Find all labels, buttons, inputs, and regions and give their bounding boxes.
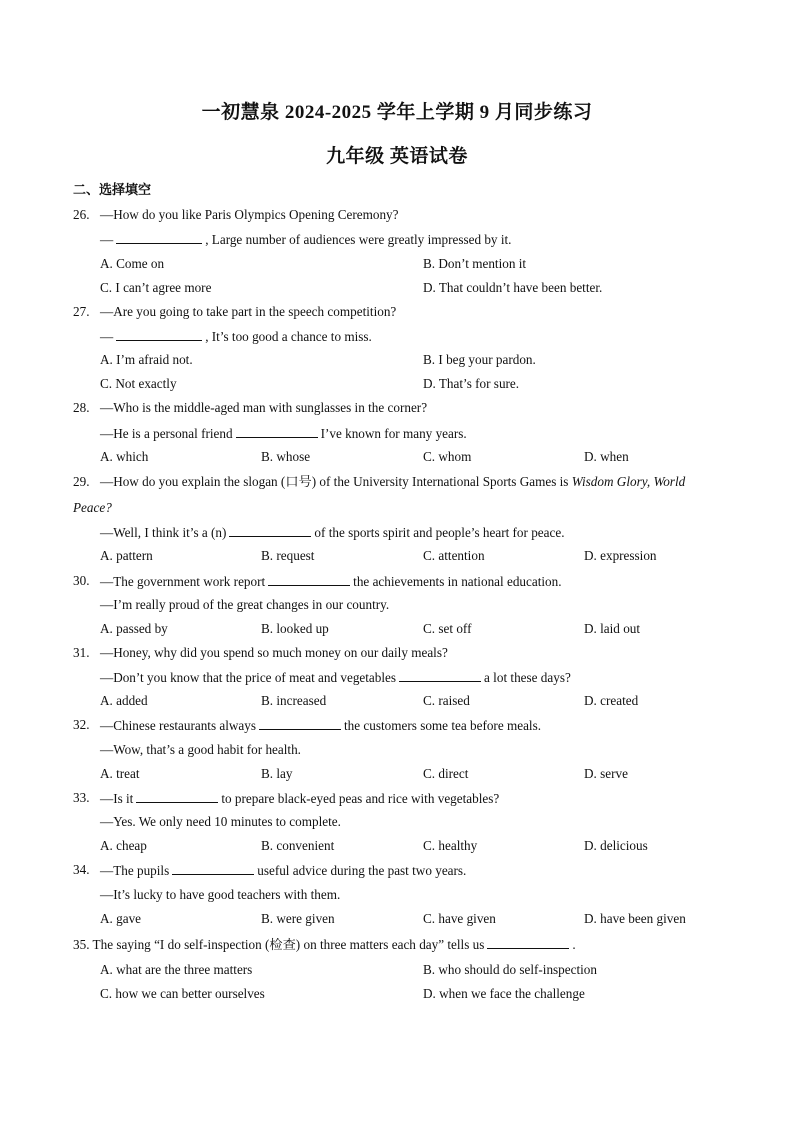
question-line: —It’s lucky to have good teachers with them. [100,887,341,902]
answer-blank [399,668,481,682]
option-d: D. created [584,693,639,708]
option-d: D. when we face the challenge [423,986,585,1001]
option-c: C. I can’t agree more [100,280,212,295]
question-line: —Wow, that’s a good habit for health. [100,742,301,757]
option-c: C. direct [423,766,469,781]
question-line: —Who is the middle-aged man with sunglasses in the corner? [100,400,428,415]
question-number: 32. [73,717,90,732]
question-number: 33. [73,790,90,805]
option-b: B. lay [261,766,293,781]
page-subtitle: 九年级 英语试卷 [326,146,468,167]
question-number: 27. [73,304,90,319]
option-b: B. convenient [261,838,335,853]
question-line: — , Large number of audiences were greatly impressed by it. [100,232,512,247]
question-number: 26. [73,207,90,222]
option-c: C. how we can better ourselves [100,986,265,1001]
option-d: D. That’s for sure. [423,376,520,391]
question-line: — , It’s too good a chance to miss. [100,329,372,344]
section-heading: 二、选择填空 [73,183,152,198]
question-line: 35. The saying “I do self-inspection (检查) on three matters each day” tells us . [73,937,576,952]
option-a: A. treat [100,766,140,781]
option-a: A. pattern [100,548,153,563]
answer-blank [259,716,341,730]
question-line-cont: Peace? [73,500,112,515]
option-d: D. have been given [584,911,686,926]
question-line: —The government work report the achievements in national education. [100,574,562,589]
option-a: A. passed by [100,621,168,636]
option-a: A. gave [100,911,142,926]
option-c: C. set off [423,621,472,636]
question-line: —I’m really proud of the great changes in our country. [100,597,390,612]
answer-blank [229,523,311,537]
option-c: C. attention [423,548,485,563]
question-line: —Is it to prepare black-eyed peas and rice with vegetables? [100,791,500,806]
question-line: —Well, I think it’s a (n) of the sports spirit and people’s heart for peace. [100,525,565,540]
question-number: 30. [73,573,90,588]
question-number: 28. [73,400,90,415]
answer-blank [172,861,254,875]
option-a: A. what are the three matters [100,962,253,977]
option-b: B. who should do self-inspection [423,962,597,977]
question-line: —Honey, why did you spend so much money on our daily meals? [100,645,448,660]
question-number: 29. [73,474,90,489]
option-b: B. Don’t mention it [423,256,527,271]
option-d: D. delicious [584,838,648,853]
option-c: C. have given [423,911,496,926]
option-a: A. which [100,449,149,464]
question-line: —The pupils useful advice during the past two years. [100,863,467,878]
option-b: B. request [261,548,315,563]
option-a: A. Come on [100,256,165,271]
option-a: A. cheap [100,838,147,853]
option-d: D. laid out [584,621,641,636]
option-a: A. added [100,693,148,708]
option-b: B. looked up [261,621,329,636]
option-d: D. That couldn’t have been better. [423,280,603,295]
option-c: C. Not exactly [100,376,177,391]
page-title: 一初慧泉 2024-2025 学年上学期 9 月同步练习 [201,102,593,123]
question-line: —Are you going to take part in the speech competition? [100,304,397,319]
answer-blank [487,935,569,949]
option-b: B. whose [261,449,311,464]
option-c: C. raised [423,693,470,708]
option-c: C. whom [423,449,472,464]
option-c: C. healthy [423,838,478,853]
option-a: A. I’m afraid not. [100,352,193,367]
option-d: D. when [584,449,629,464]
question-line: —How do you like Paris Olympics Opening Ceremony? [100,207,399,222]
question-line: —How do you explain the slogan (口号) of the University International Sports Games is Wisdom Glory, World [100,474,686,489]
answer-blank [268,572,350,586]
option-b: B. I beg your pardon. [423,352,536,367]
question-line: —Chinese restaurants always the customers some tea before meals. [100,718,542,733]
answer-blank [236,424,318,438]
option-d: D. serve [584,766,628,781]
option-b: B. increased [261,693,327,708]
option-d: D. expression [584,548,657,563]
question-number: 34. [73,862,90,877]
option-b: B. were given [261,911,335,926]
question-line: —He is a personal friend I’ve known for many years. [100,426,467,441]
question-line: —Don’t you know that the price of meat and vegetables a lot these days? [100,670,571,685]
question-line: —Yes. We only need 10 minutes to complete. [100,814,341,829]
answer-blank [116,230,202,244]
answer-blank [136,789,218,803]
question-number: 31. [73,645,90,660]
answer-blank [116,327,202,341]
